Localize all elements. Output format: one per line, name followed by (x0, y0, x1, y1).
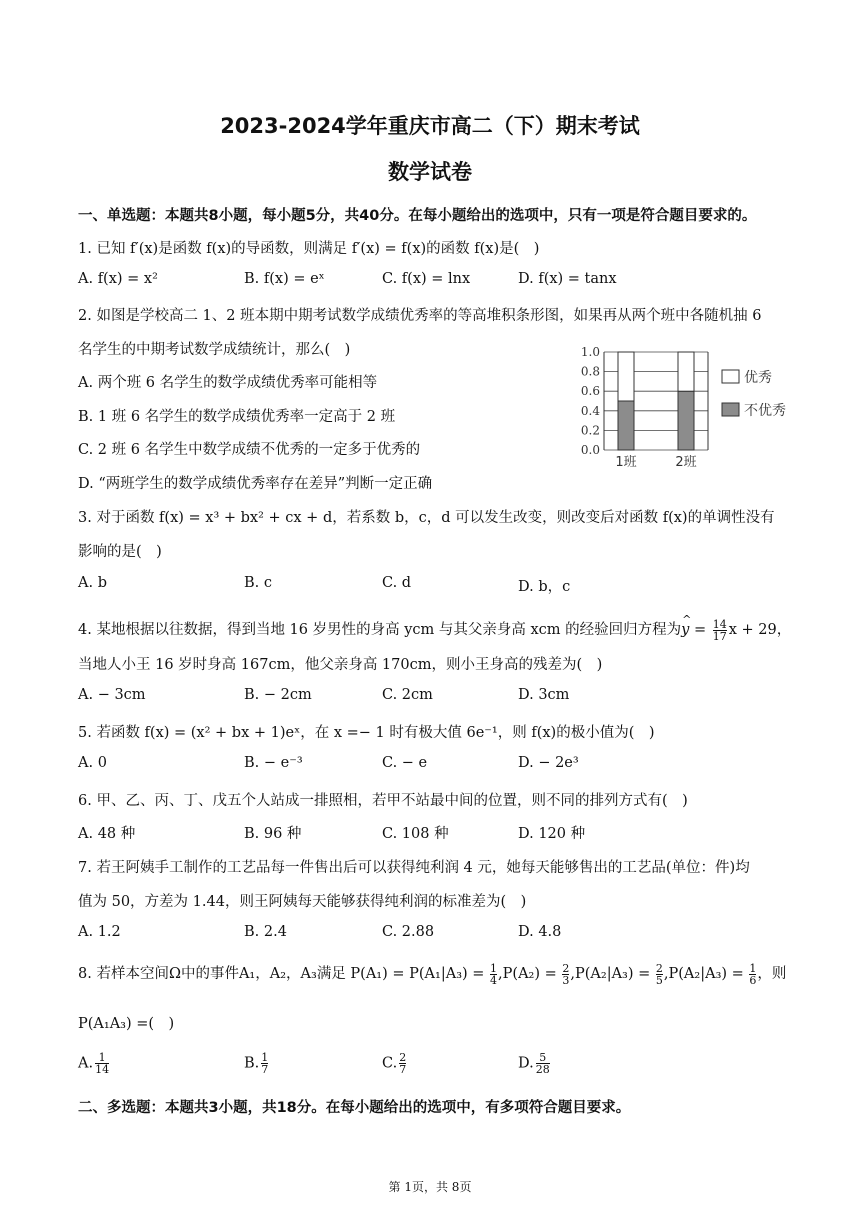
q8-option-d: D. $\frac{5}{28}$ (518, 1051, 550, 1076)
q8-fraction-1: $\frac{1}{4}$ (490, 961, 498, 987)
q6-option-a: A. 48 种 (78, 826, 136, 842)
q8-p-a2-given-a3: ,P(A₂|A₃) = (570, 966, 655, 982)
q3-option-d: D. b，c (518, 579, 571, 595)
q4-option-a: A. − 3cm (78, 687, 146, 703)
q4-equals: = (689, 622, 711, 638)
q4-fraction: $\frac{14}{17}$ (712, 617, 727, 643)
q4-option-c: C. 2cm (382, 687, 433, 703)
q8-fraction-4: $\frac{1}{6}$ (749, 961, 757, 987)
q7-option-b: B. 2.4 (244, 924, 287, 940)
q3-stem-line2: 影响的是( ) (78, 544, 162, 560)
x-category-label: 1班 (615, 455, 637, 470)
q1-option-a: A. f(x) = x² (78, 271, 158, 287)
q4-stem-line2: 当地人小王 16 岁时身高 167cm，他父亲身高 170cm，则小王身高的残差为( ) (78, 657, 603, 673)
q7-stem-line2: 值为 50，方差为 1.44，则王阿姨每天能够获得纯利润的标准差为( ) (78, 894, 527, 910)
q3-stem-line1: 3. 对于函数 f(x) = x³ + bx² + cx + d，若系数 b，c，d 可以发生改变，则改变后对函数 f(x)的单调性没有 (78, 510, 775, 526)
q2-stem-line2: 名学生的中期考试数学成绩统计，那么( ) (78, 342, 351, 358)
q2-option-b: B. 1 班 6 名学生的数学成绩优秀率一定高于 2 班 (78, 409, 396, 425)
q6-stem: 6. 甲、乙、丙、丁、戊五个人站成一排照相，若甲不站最中间的位置，则不同的排列方式有( ) (78, 793, 688, 809)
q4-option-d: D. 3cm (518, 687, 570, 703)
q8-p-a2bar-given-a3bar: ,P(A₂|A₃) = (663, 966, 749, 982)
page-subtitle: 数学试卷 (388, 160, 472, 184)
q1-option-c: C. f(x) = lnx (382, 271, 471, 287)
q8-option-c: C. $\frac{2}{7}$ (382, 1051, 407, 1076)
q4-stem-text: 4. 某地根据以往数据，得到当地 16 岁男性的身高 ycm 与其父亲身高 xcm 的经验回归方程为 (78, 622, 682, 638)
q1-option-b: B. f(x) = eˣ (244, 271, 325, 287)
q8-then: ，则 (757, 966, 787, 982)
q7-option-a: A. 1.2 (78, 924, 121, 940)
q4-yhat: ^ y (681, 613, 692, 638)
y-tick-label: 0.0 (580, 443, 600, 457)
q5-option-c: C. − e (382, 755, 428, 771)
q8-stem-line1 (78, 962, 786, 986)
q5-option-b: B. − e⁻³ (244, 755, 303, 771)
q8-option-b: B. $\frac{1}{7}$ (244, 1051, 269, 1076)
legend-label: 不优秀 (744, 403, 786, 419)
bar-segment (678, 352, 694, 391)
bar-segment (618, 401, 634, 450)
q8-stem-text: 8. 若样本空间Ω中的事件A₁，A₂，A₃满足 P(A₁) = P(A₁|A₃) = (78, 966, 490, 982)
bar-segment (618, 352, 634, 401)
q5-stem: 5. 若函数 f(x) = (x² + bx + 1)eˣ，在 x =− 1 时有极大值 6e⁻¹，则 f(x)的极小值为( ) (78, 725, 655, 741)
q2-option-a: A. 两个班 6 名学生的数学成绩优秀率可能相等 (78, 375, 378, 391)
q3-option-c: C. d (382, 575, 412, 591)
legend-swatch (722, 403, 739, 416)
section-single-choice: 一、单选题：本题共8小题，每小题5分，共40分。在每小题给出的选项中，只有一项是符合题目要求的。 (78, 208, 757, 224)
q7-stem-line1: 7. 若王阿姨手工制作的工艺品每一件售出后可以获得纯利润 4 元，她每天能够售出的工艺品(单位：件)均 (78, 860, 750, 876)
y-tick-label: 0.2 (580, 423, 600, 438)
q7-option-c: C. 2.88 (382, 924, 435, 940)
x-category-label: 2班 (675, 455, 697, 470)
bar-segment (678, 391, 694, 450)
q5-option-d: D. − 2e³ (518, 755, 579, 771)
q4-stem-line1 (78, 613, 792, 643)
page-footer: 第 1页，共 8页 (388, 1180, 472, 1194)
q7-option-d: D. 4.8 (518, 924, 562, 940)
q2-option-d: D. “两班学生的数学成绩优秀率存在差异”判断一定正确 (78, 476, 433, 492)
legend-swatch (722, 370, 739, 383)
q8-fraction-3: $\frac{2}{5}$ (655, 961, 663, 987)
q6-option-d: D. 120 种 (518, 826, 586, 842)
y-tick-label: 1.0 (580, 345, 600, 359)
q1-stem: 1. 已知 f′(x)是函数 f(x)的导函数，则满足 f′(x) = f(x)的函数 f(x)是( ) (78, 241, 540, 257)
q8-p-a2: ,P(A₂) = (498, 966, 562, 982)
stacked-bar-chart (574, 342, 804, 476)
q8-option-a: A. $\frac{1}{14}$ (78, 1051, 110, 1076)
legend-label: 优秀 (744, 370, 772, 386)
q8-fraction-2: $\frac{2}{3}$ (562, 961, 570, 987)
q3-option-b: B. c (244, 575, 272, 591)
q2-stem-line1: 2. 如图是学校高二 1、2 班本期中期考试数学成绩优秀率的等高堆积条形图，如果再从两个班中各随机抽 6 (78, 308, 762, 324)
q4-eq-tail: x + 29， (728, 622, 792, 638)
y-tick-label: 0.4 (580, 403, 600, 418)
y-tick-label: 0.8 (580, 364, 600, 379)
q6-option-c: C. 108 种 (382, 826, 449, 842)
page-title: 2023-2024学年重庆市高二（下）期末考试 (220, 114, 640, 138)
q1-option-d: D. f(x) = tanx (518, 271, 617, 287)
q2-option-c: C. 2 班 6 名学生中数学成绩不优秀的一定多于优秀的 (78, 442, 421, 458)
q4-option-b: B. − 2cm (244, 687, 312, 703)
q6-option-b: B. 96 种 (244, 826, 302, 842)
q3-option-a: A. b (78, 575, 107, 591)
y-tick-label: 0.6 (580, 384, 600, 399)
q5-option-a: A. 0 (78, 755, 107, 771)
q8-stem-line2: P(A₁A₃) =( ) (78, 1016, 175, 1032)
section-multiple-choice: 二、多选题：本题共3小题，共18分。在每小题给出的选项中，有多项符合题目要求。 (78, 1100, 631, 1116)
